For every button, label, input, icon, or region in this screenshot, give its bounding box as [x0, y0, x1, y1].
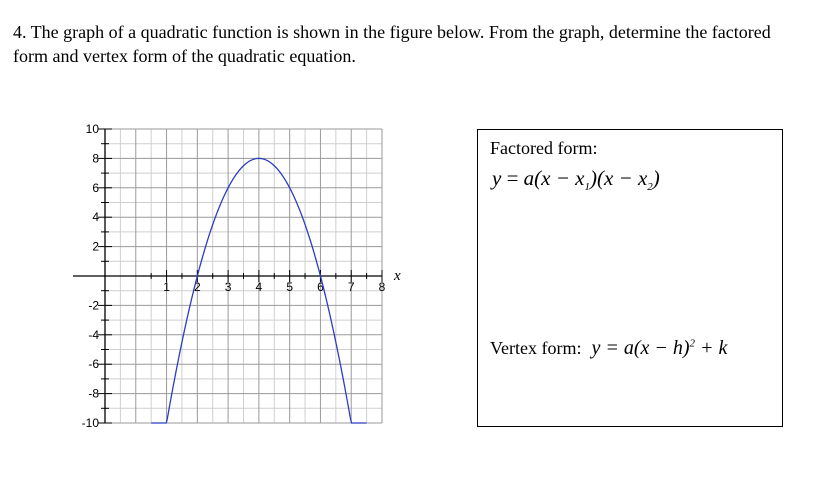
eq-sub1: 1: [584, 181, 590, 194]
y-tick-label: -2: [88, 298, 99, 313]
eq-equals: =: [501, 166, 524, 190]
y-tick-label: 4: [92, 210, 99, 225]
y-tick-label: -10: [81, 416, 99, 430]
question-text: 4. The graph of a quadratic function is shown in the figure below. From the graph, determine the factored form and vertex form of the quadratic equation.: [13, 22, 771, 66]
factored-form-label: Factored form:: [490, 138, 598, 158]
x-tick-label: 5: [286, 280, 294, 294]
eq-close: ): [652, 166, 660, 190]
y-tick-label: 2: [92, 239, 99, 254]
x-tick-label: 8: [378, 280, 386, 294]
y-tick-label: -6: [88, 357, 99, 372]
x-tick-label: 1: [163, 280, 170, 294]
y-tick-label: -4: [88, 327, 99, 342]
eq-y: y: [492, 166, 502, 190]
x-tick-label: 2: [193, 280, 201, 294]
factored-form-equation: [492, 166, 660, 193]
eq-a: a: [523, 166, 535, 190]
vertex-sup: 2: [689, 337, 696, 350]
x-axis-label: x: [394, 268, 401, 284]
eq-part1: (x − x: [534, 166, 585, 190]
y-tick-label: -8: [88, 386, 99, 401]
vertex-tail: + k: [695, 337, 728, 359]
answer-box: [477, 129, 783, 427]
vertex-form-label: Vertex form:: [490, 338, 582, 358]
y-tick-label: 10: [85, 122, 99, 136]
y-tick-label: 6: [92, 180, 99, 195]
eq-sub2: 2: [647, 181, 653, 194]
vertex-form-equation: [591, 337, 727, 359]
eq-part2: )(x − x: [589, 166, 648, 190]
vertex-form-row: [490, 337, 727, 360]
x-tick-label: 4: [255, 280, 263, 294]
x-tick-label: 6: [317, 280, 324, 294]
x-tick-label: 7: [347, 280, 355, 294]
x-tick-label: 3: [224, 280, 232, 294]
y-tick-label: 8: [92, 151, 99, 166]
vertex-main: y = a(x − h): [591, 337, 690, 359]
